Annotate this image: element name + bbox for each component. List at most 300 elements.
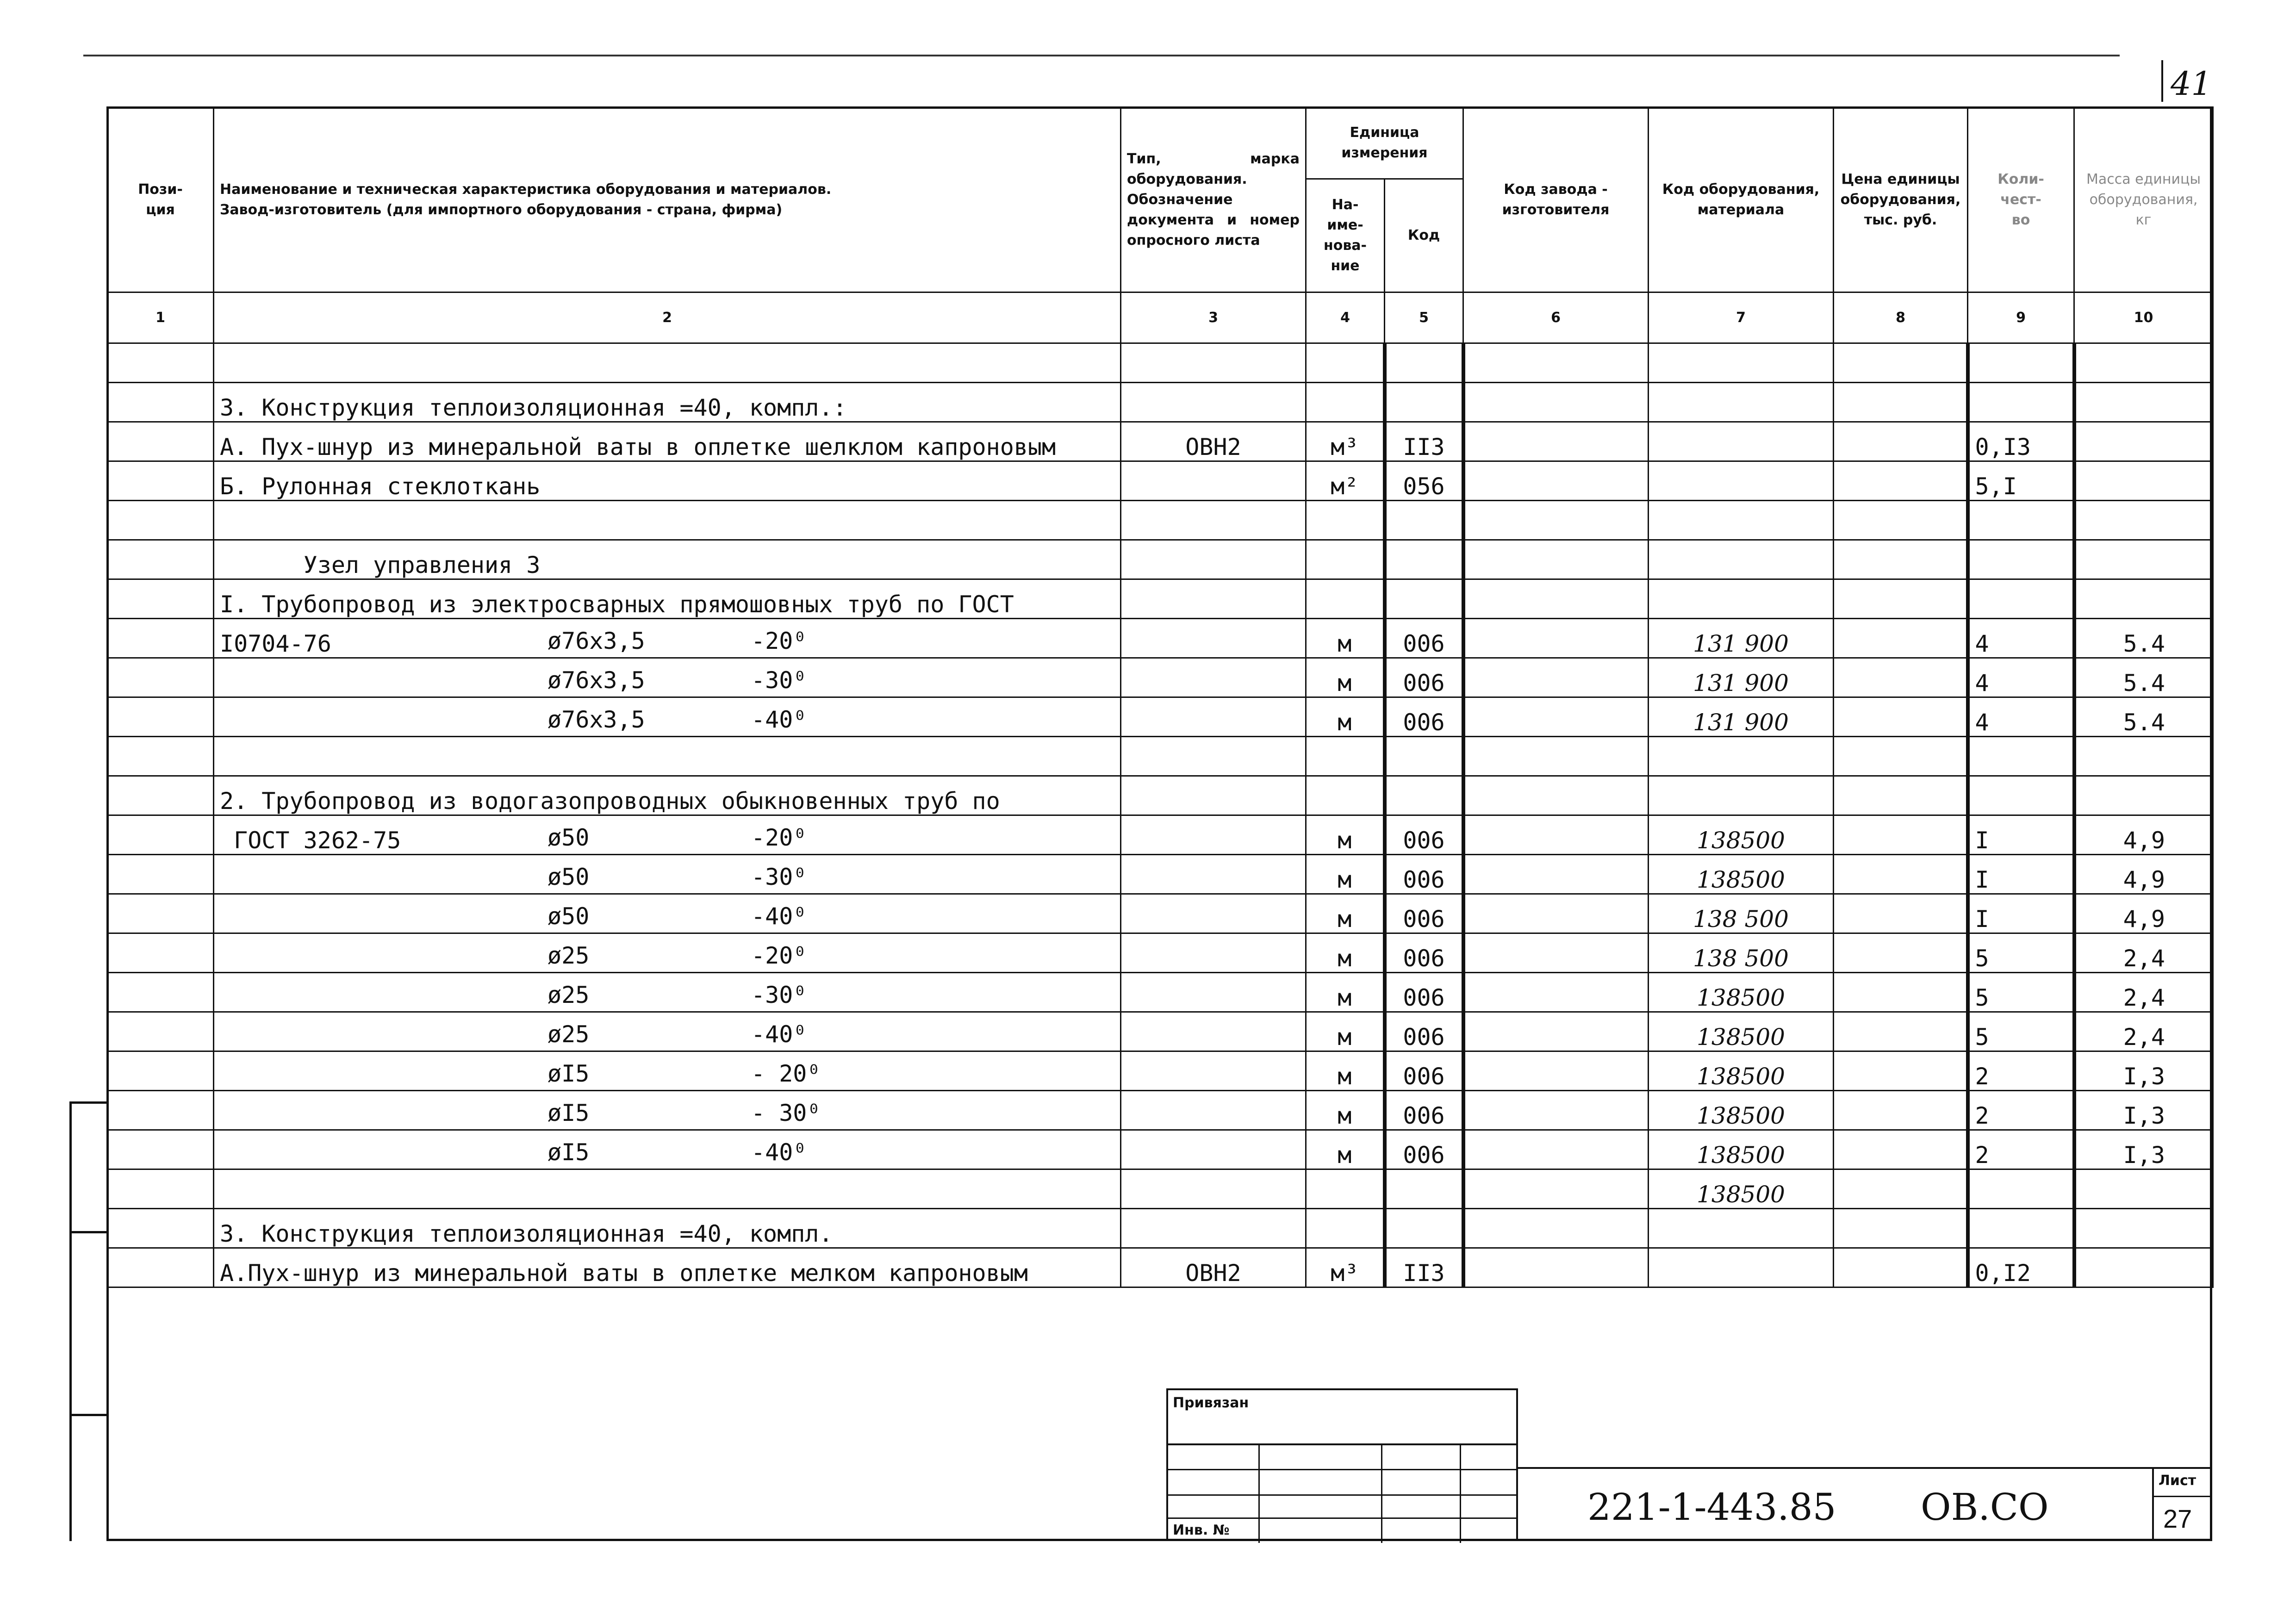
item-name: Узел управления 3 (220, 552, 541, 578)
item-name-cell (214, 933, 1121, 973)
position-cell (107, 737, 214, 776)
item-name: 3. Конструкция теплоизоляционная =40, компл. (220, 1220, 833, 1247)
colnum-7: 7 (1649, 292, 1834, 343)
mass-cell (2074, 461, 2213, 501)
table-row (107, 697, 2213, 737)
unit-cell (1306, 658, 1385, 697)
item-type: ОВН2 (1185, 1260, 1241, 1287)
qty-cell (1968, 1248, 2074, 1287)
item-temperature: -30⁰ (751, 982, 807, 1008)
table-row (107, 1012, 2213, 1051)
position-cell (107, 855, 214, 894)
plant-code-cell (1463, 540, 1649, 579)
item-name: А. Пух-шнур из минеральной ваты в оплетке шелклом капроновым (220, 434, 1056, 460)
unit-cell (1306, 343, 1385, 383)
item-diameter: ø76x3,5 (548, 667, 645, 694)
item-temperature: - 20⁰ (751, 1060, 821, 1087)
unit-cell (1306, 815, 1385, 855)
sheet-label: Лист (2159, 1473, 2196, 1489)
item-name-cell (214, 1091, 1121, 1130)
equip-code-cell (1649, 343, 1834, 383)
type-cell (1121, 697, 1306, 737)
unit-code-cell (1385, 1248, 1463, 1287)
type-cell (1121, 461, 1306, 501)
price-cell (1834, 579, 1968, 619)
type-cell (1121, 1091, 1306, 1130)
unit-code-cell (1385, 1012, 1463, 1051)
item-unit: м (1338, 1142, 1352, 1169)
price-cell (1834, 894, 1968, 933)
position-cell (107, 1169, 214, 1209)
colnum-4: 4 (1306, 292, 1385, 343)
item-type: ОВН2 (1185, 434, 1241, 460)
item-unit-code: 006 (1403, 670, 1445, 696)
item-diameter: øI5 (548, 1139, 590, 1166)
binding-tick-3 (69, 1414, 106, 1416)
mass-cell (2074, 1209, 2213, 1248)
table-row (107, 1091, 2213, 1130)
table-row (107, 343, 2213, 383)
item-unit-code: 056 (1403, 473, 1445, 500)
item-name: I. Трубопровод из электросварных прямошовных труб по ГОСТ (220, 591, 1014, 618)
sheet-box-line (2154, 1496, 2210, 1497)
item-qty: 4 (1975, 709, 1989, 736)
stamp-line (1168, 1469, 1516, 1470)
equip-code-cell (1649, 1012, 1834, 1051)
mass-cell (2074, 1248, 2213, 1287)
table-row (107, 1130, 2213, 1169)
item-unit: м (1338, 827, 1352, 854)
item-diameter: ø50 (548, 824, 590, 851)
item-qty: 4 (1975, 630, 1989, 657)
equip-code-cell (1649, 776, 1834, 815)
type-cell (1121, 815, 1306, 855)
item-name: А.Пух-шнур из минеральной ваты в оплетке мелком капроновым (220, 1260, 1028, 1287)
header-position: Пози- ция (107, 107, 214, 292)
position-cell (107, 1130, 214, 1169)
type-cell (1121, 343, 1306, 383)
table-row (107, 855, 2213, 894)
plant-code-cell (1463, 1091, 1649, 1130)
type-cell (1121, 501, 1306, 540)
unit-code-cell (1385, 973, 1463, 1012)
item-unit-code: II3 (1403, 434, 1445, 460)
item-name: ГОСТ 3262-75 (220, 827, 401, 854)
table-row (107, 1248, 2213, 1287)
unit-code-cell (1385, 933, 1463, 973)
unit-code-cell (1385, 855, 1463, 894)
table-row (107, 422, 2213, 461)
table-row (107, 461, 2213, 501)
item-unit: м (1338, 1024, 1352, 1051)
header-name: Наименование и техническая характеристика оборудования и материалов. Завод-изготовитель (для импортного оборудования - страна, фирма) (214, 107, 1121, 292)
item-name-cell (214, 619, 1121, 658)
item-qty: 5 (1975, 1024, 1989, 1051)
colnum-1: 1 (107, 292, 214, 343)
header-type: Тип, марка оборудования. Обозначение документа и номер опросного листа (1121, 107, 1306, 292)
colnum-6: 6 (1463, 292, 1649, 343)
price-cell (1834, 1051, 1968, 1091)
unit-code-cell (1385, 461, 1463, 501)
item-mass: I,3 (2123, 1063, 2165, 1090)
plant-code-cell (1463, 501, 1649, 540)
equip-code-cell (1649, 933, 1834, 973)
unit-code-cell (1385, 1169, 1463, 1209)
type-cell (1121, 540, 1306, 579)
item-qty: 4 (1975, 670, 1989, 696)
item-name-cell (214, 579, 1121, 619)
item-temperature: -40⁰ (751, 1139, 807, 1166)
item-name-cell (214, 343, 1121, 383)
item-name-cell (214, 776, 1121, 815)
plant-code-cell (1463, 461, 1649, 501)
unit-cell (1306, 579, 1385, 619)
qty-cell (1968, 973, 2074, 1012)
equip-code-cell (1649, 1209, 1834, 1248)
qty-cell (1968, 1051, 2074, 1091)
qty-cell (1968, 343, 2074, 383)
mass-cell (2074, 658, 2213, 697)
type-cell (1121, 1209, 1306, 1248)
unit-code-cell (1385, 1130, 1463, 1169)
colnum-9: 9 (1968, 292, 2074, 343)
mass-cell (2074, 697, 2213, 737)
table-row (107, 579, 2213, 619)
header-unit-name: На- име- нова- ние (1306, 179, 1385, 292)
qty-cell (1968, 579, 2074, 619)
unit-code-cell (1385, 894, 1463, 933)
equip-code-cell (1649, 737, 1834, 776)
item-unit-code: 006 (1403, 709, 1445, 736)
plant-code-cell (1463, 343, 1649, 383)
item-equip-code: 138500 (1697, 1024, 1785, 1051)
type-cell (1121, 383, 1306, 422)
position-cell (107, 973, 214, 1012)
unit-cell (1306, 383, 1385, 422)
item-diameter: ø25 (548, 1021, 590, 1048)
unit-cell (1306, 619, 1385, 658)
position-cell (107, 1209, 214, 1248)
type-cell (1121, 737, 1306, 776)
item-diameter: ø50 (548, 903, 590, 930)
item-unit: м (1338, 866, 1352, 893)
unit-cell (1306, 422, 1385, 461)
plant-code-cell (1463, 894, 1649, 933)
position-cell (107, 422, 214, 461)
item-name-cell (214, 1130, 1121, 1169)
item-mass: 2,4 (2123, 984, 2165, 1011)
title-block-stamp (1166, 1388, 1518, 1541)
plant-code-cell (1463, 383, 1649, 422)
position-cell (107, 697, 214, 737)
item-equip-code: 138500 (1697, 1063, 1785, 1090)
plant-code-cell (1463, 697, 1649, 737)
mass-cell (2074, 894, 2213, 933)
item-equip-code: 138 500 (1693, 945, 1789, 972)
equip-code-cell (1649, 540, 1834, 579)
price-cell (1834, 1091, 1968, 1130)
item-temperature: -30⁰ (751, 667, 807, 694)
item-unit-code: 006 (1403, 630, 1445, 657)
header-plant-code: Код завода - изготовителя (1463, 107, 1649, 292)
price-cell (1834, 1169, 1968, 1209)
qty-cell (1968, 383, 2074, 422)
table-row (107, 737, 2213, 776)
type-cell (1121, 933, 1306, 973)
price-cell (1834, 1130, 1968, 1169)
item-name-cell (214, 737, 1121, 776)
equip-code-cell (1649, 383, 1834, 422)
item-mass: I,3 (2123, 1102, 2165, 1129)
table-row (107, 383, 2213, 422)
item-unit-code: 006 (1403, 984, 1445, 1011)
stamp-vline (1460, 1443, 1461, 1543)
price-cell (1834, 422, 1968, 461)
stamp-line (1168, 1443, 1516, 1445)
position-cell (107, 894, 214, 933)
unit-code-cell (1385, 343, 1463, 383)
item-mass: 2,4 (2123, 1024, 2165, 1051)
unit-code-cell (1385, 658, 1463, 697)
item-name-cell (214, 973, 1121, 1012)
item-equip-code: 138500 (1697, 984, 1785, 1011)
item-mass: 4,9 (2123, 906, 2165, 933)
price-cell (1834, 1209, 1968, 1248)
plant-code-cell (1463, 933, 1649, 973)
equip-code-cell (1649, 855, 1834, 894)
top-rule (83, 55, 2120, 56)
item-qty: 5,I (1975, 473, 2017, 500)
item-diameter: ø50 (548, 864, 590, 890)
item-name-cell (214, 383, 1121, 422)
equip-code-cell (1649, 697, 1834, 737)
plant-code-cell (1463, 1209, 1649, 1248)
qty-cell (1968, 894, 2074, 933)
item-equip-code: 138500 (1697, 827, 1785, 854)
position-cell (107, 579, 214, 619)
equip-code-cell (1649, 658, 1834, 697)
unit-cell (1306, 933, 1385, 973)
unit-cell (1306, 1130, 1385, 1169)
qty-cell (1968, 933, 2074, 973)
mass-cell (2074, 973, 2213, 1012)
position-cell (107, 383, 214, 422)
item-mass: 4,9 (2123, 827, 2165, 854)
price-cell (1834, 343, 1968, 383)
unit-code-cell (1385, 540, 1463, 579)
unit-cell (1306, 1012, 1385, 1051)
item-equip-code: 138500 (1697, 866, 1785, 893)
price-cell (1834, 933, 1968, 973)
qty-cell (1968, 461, 2074, 501)
price-cell (1834, 737, 1968, 776)
equip-code-cell (1649, 501, 1834, 540)
item-name-cell (214, 1051, 1121, 1091)
unit-code-cell (1385, 619, 1463, 658)
item-diameter: øI5 (548, 1100, 590, 1126)
binding-tick-2 (69, 1231, 106, 1233)
colnum-8: 8 (1834, 292, 1968, 343)
item-qty: 2 (1975, 1142, 1989, 1169)
unit-cell (1306, 973, 1385, 1012)
item-name: 2. Трубопровод из водогазопроводных обыкновенных труб по (220, 788, 1000, 815)
unit-code-cell (1385, 1051, 1463, 1091)
unit-cell (1306, 501, 1385, 540)
type-cell (1121, 1051, 1306, 1091)
table-row (107, 540, 2213, 579)
mass-cell (2074, 815, 2213, 855)
type-cell (1121, 973, 1306, 1012)
table-row (107, 973, 2213, 1012)
item-name-cell (214, 815, 1121, 855)
plant-code-cell (1463, 1248, 1649, 1287)
item-name: Б. Рулонная стеклоткань (220, 473, 541, 500)
item-qty: I (1975, 866, 1989, 893)
item-temperature: -40⁰ (751, 1021, 807, 1048)
mass-cell (2074, 422, 2213, 461)
header-price: Цена единицы оборудования, тыс. руб. (1834, 107, 1968, 292)
item-unit-code: 006 (1403, 1142, 1445, 1169)
unit-code-cell (1385, 1091, 1463, 1130)
item-qty: 2 (1975, 1102, 1989, 1129)
table-row (107, 776, 2213, 815)
unit-code-cell (1385, 1209, 1463, 1248)
qty-cell (1968, 1209, 2074, 1248)
colnum-10: 10 (2074, 292, 2213, 343)
unit-cell (1306, 894, 1385, 933)
table-row (107, 1051, 2213, 1091)
item-unit: м² (1331, 473, 1359, 500)
type-cell (1121, 422, 1306, 461)
unit-cell (1306, 855, 1385, 894)
unit-code-cell (1385, 697, 1463, 737)
item-unit-code: 006 (1403, 1024, 1445, 1051)
item-unit-code: 006 (1403, 906, 1445, 933)
equip-code-cell (1649, 579, 1834, 619)
item-temperature: - 30⁰ (751, 1100, 821, 1126)
type-cell (1121, 1012, 1306, 1051)
header-qty: Коли- чест- во (1968, 107, 2074, 292)
item-unit: м (1338, 906, 1352, 933)
equip-code-cell (1649, 422, 1834, 461)
plant-code-cell (1463, 855, 1649, 894)
mass-cell (2074, 776, 2213, 815)
item-name-cell (214, 501, 1121, 540)
equip-code-cell (1649, 619, 1834, 658)
price-cell (1834, 501, 1968, 540)
item-mass: I,3 (2123, 1142, 2165, 1169)
inventory-label: Инв. № (1173, 1522, 1230, 1538)
table-row (107, 658, 2213, 697)
item-diameter: ø76x3,5 (548, 628, 645, 654)
item-name-cell (214, 540, 1121, 579)
position-cell (107, 1248, 214, 1287)
type-cell (1121, 1248, 1306, 1287)
item-diameter: ø76x3,5 (548, 706, 645, 733)
stamp-line (1168, 1494, 1516, 1496)
item-unit: м (1338, 945, 1352, 972)
plant-code-cell (1463, 815, 1649, 855)
table-row (107, 1169, 2213, 1209)
item-qty: I (1975, 906, 1989, 933)
mass-cell (2074, 933, 2213, 973)
stamp-vline (1381, 1443, 1382, 1543)
item-name-cell (214, 1169, 1121, 1209)
mass-cell (2074, 383, 2213, 422)
qty-cell (1968, 855, 2074, 894)
item-name-cell (214, 658, 1121, 697)
colnum-3: 3 (1121, 292, 1306, 343)
price-cell (1834, 619, 1968, 658)
item-name-cell (214, 461, 1121, 501)
item-equip-code: 138500 (1697, 1102, 1785, 1129)
unit-code-cell (1385, 737, 1463, 776)
item-diameter: ø25 (548, 942, 590, 969)
item-equip-code: 131 900 (1693, 709, 1789, 736)
item-name-cell (214, 855, 1121, 894)
position-cell (107, 343, 214, 383)
unit-code-cell (1385, 383, 1463, 422)
plant-code-cell (1463, 1130, 1649, 1169)
item-unit: м (1338, 709, 1352, 736)
position-cell (107, 619, 214, 658)
sheet-number-box (2152, 1467, 2212, 1541)
item-name-cell (214, 1248, 1121, 1287)
item-unit: м³ (1331, 1260, 1359, 1287)
item-name-cell (214, 894, 1121, 933)
price-cell (1834, 776, 1968, 815)
item-diameter: øI5 (548, 1060, 590, 1087)
header-mass: Масса единицы оборудования, кг (2074, 107, 2213, 292)
equip-code-cell (1649, 1169, 1834, 1209)
type-cell (1121, 658, 1306, 697)
plant-code-cell (1463, 1012, 1649, 1051)
colnum-5: 5 (1385, 292, 1463, 343)
item-name: I0704-76 (220, 630, 331, 657)
mass-cell (2074, 1051, 2213, 1091)
document-number: 221-1-443.85 (1587, 1486, 1836, 1529)
item-mass: 2,4 (2123, 945, 2165, 972)
corner-mark (2161, 60, 2163, 102)
item-name-cell (214, 1209, 1121, 1248)
item-qty: 5 (1975, 945, 1989, 972)
mass-cell (2074, 1012, 2213, 1051)
item-equip-code: 138500 (1697, 1142, 1785, 1169)
item-unit-code: 006 (1403, 945, 1445, 972)
table-row (107, 619, 2213, 658)
qty-cell (1968, 697, 2074, 737)
price-cell (1834, 697, 1968, 737)
unit-cell (1306, 540, 1385, 579)
unit-cell (1306, 461, 1385, 501)
specification-table (106, 106, 2214, 1288)
item-unit: м (1338, 670, 1352, 696)
table-row (107, 815, 2213, 855)
item-equip-code: 131 900 (1693, 630, 1789, 657)
item-unit-code: II3 (1403, 1260, 1445, 1287)
mass-cell (2074, 737, 2213, 776)
position-cell (107, 776, 214, 815)
bound-label: Привязан (1173, 1395, 1249, 1411)
price-cell (1834, 855, 1968, 894)
qty-cell (1968, 1130, 2074, 1169)
position-cell (107, 1012, 214, 1051)
header-unit-code: Код (1385, 179, 1463, 292)
position-cell (107, 933, 214, 973)
plant-code-cell (1463, 619, 1649, 658)
mass-cell (2074, 1091, 2213, 1130)
item-unit-code: 006 (1403, 1063, 1445, 1090)
